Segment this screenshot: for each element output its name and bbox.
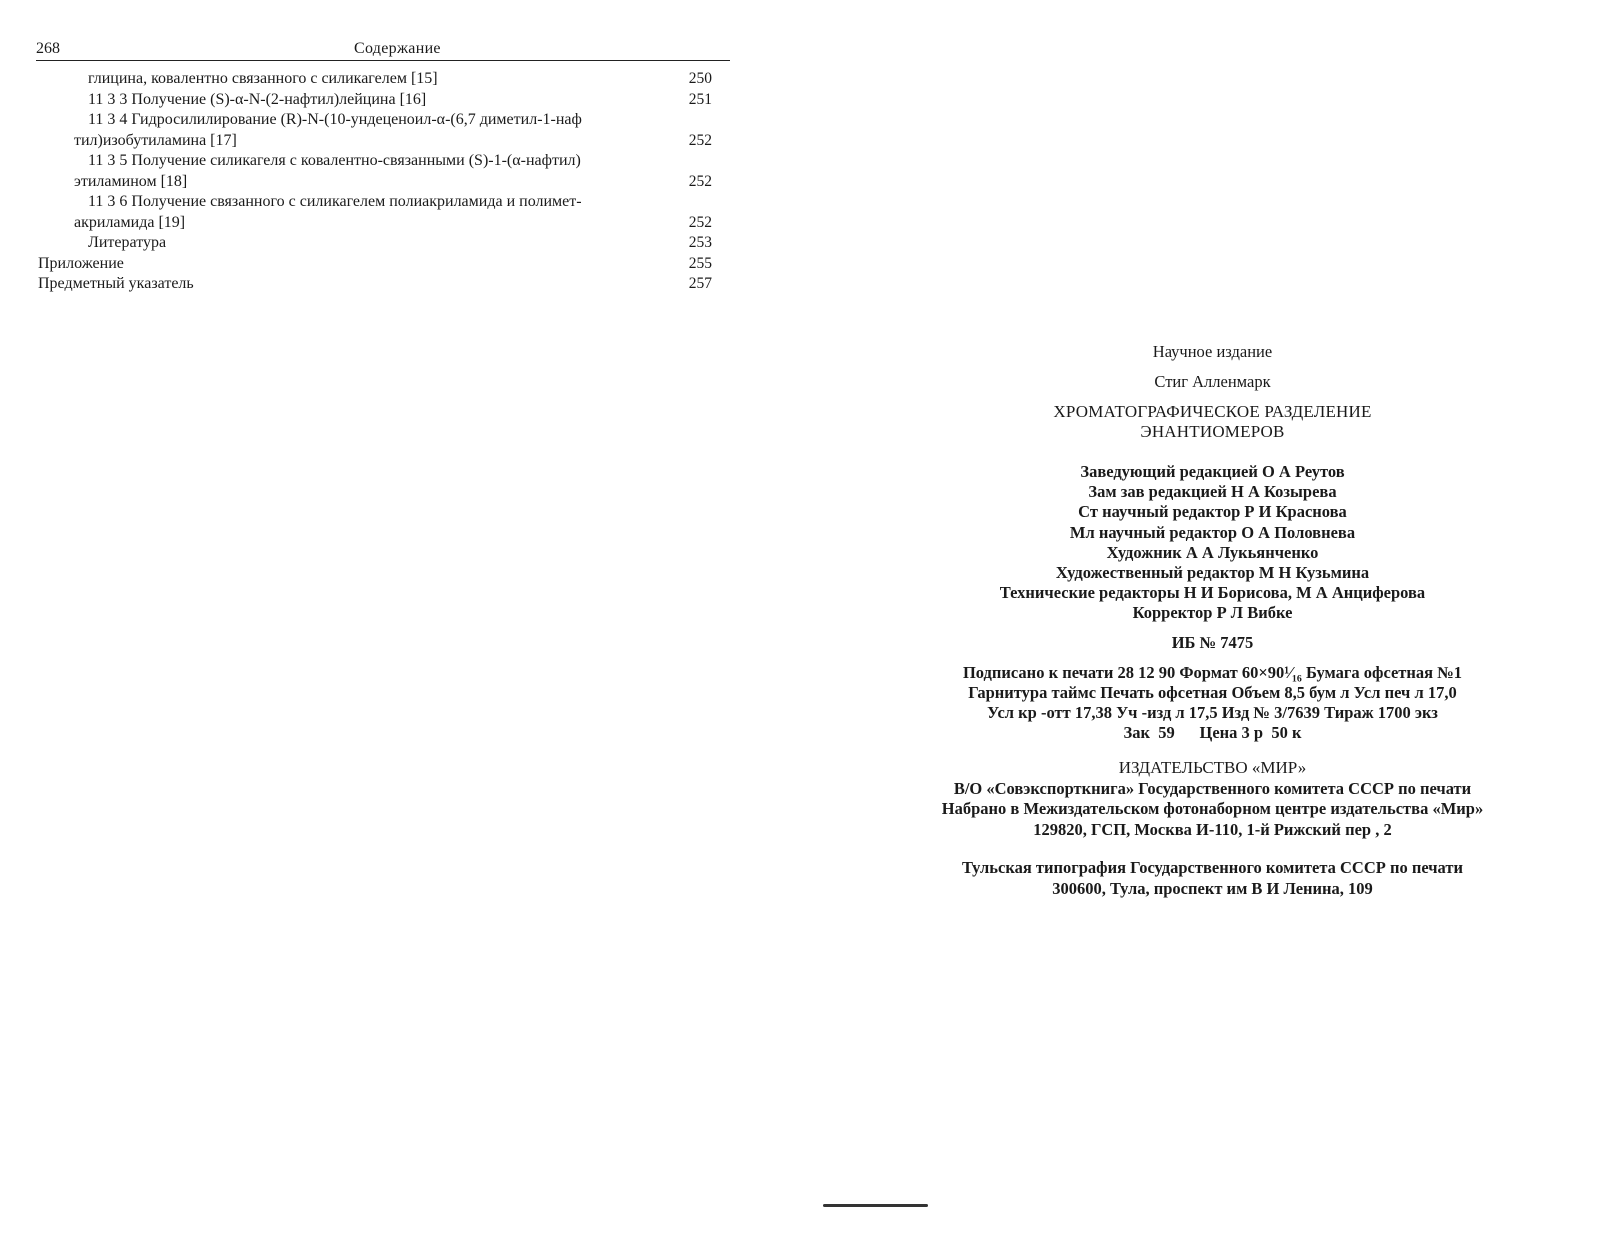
scan-artifact-line [823,1204,928,1207]
staff-line: Мл научный редактор О А Половнева [1069,522,1356,542]
book-title-line: ЭНАНТИОМЕРОВ [1140,422,1285,441]
toc-entry-text: Предметный указатель [38,275,194,292]
staff-line: Корректор Р Л Вибке [1132,603,1293,623]
toc-entry-text: Литература [88,234,167,251]
series-label: Научное издание [1152,342,1273,361]
toc-entry-text: 11 3 4 Гидросилилирование (R)-N-(10-ундеценоил-α-(6,7 диметил-1-наф тил)изобутиламина [17] [74,111,582,149]
toc-entry-text: 11 3 6 Получение связанного с силикагелем полиакриламида и полимет-акриламида [19] [74,193,582,231]
toc-entry [36,69,730,90]
imprint-line: Гарнитура таймс Печать офсетная Объем 8,5 бум л Усл печ л 17,0 [968,682,1457,702]
publisher-line: 129820, ГСП, Москва И-110, 1-й Рижский пер , 2 [1033,819,1392,839]
editorial-staff [905,462,1520,624]
staff-line: Заведующий редакцией О А Реутов [1080,462,1345,481]
page-number: 268 [36,40,60,57]
printer-info [905,858,1520,899]
ib-number: ИБ № 7475 [1171,632,1254,652]
running-head [36,38,730,61]
toc-entry [36,151,730,192]
imprint-line: Подписано к печати 28 12 90 Формат 60×90¹⁄₁₆ Бумага офсетная №1 [962,662,1463,682]
right-page-colophon [905,342,1520,899]
toc-entry [36,254,730,275]
toc-entry-text: Приложение [38,254,124,272]
publisher-name: ИЗДАТЕЛЬСТВО «МИР» [1118,758,1307,778]
printer-line: Тульская типография Государственного комитета СССР по печати [962,858,1463,878]
staff-line: Художественный редактор М Н Кузьмина [1055,563,1370,583]
publisher-line: Набрано в Межиздательском фотонаборном центре издательства «Мир» [941,799,1484,819]
toc-entry-text: 11 3 5 Получение силикагеля с ковалентно-связанными (S)-1-(α-нафтил) этиламином [18] [74,152,581,190]
toc-entry [36,90,730,111]
toc-entry [36,274,730,295]
toc-entry-page: 253 [688,234,712,251]
staff-line: Художник А А Лукьянченко [1106,542,1319,562]
book-title [905,402,1520,442]
author-name: Стиг Алленмарк [1154,372,1271,391]
staff-line: Ст научный редактор Р И Краснова [1078,502,1347,522]
toc-entry-page: 257 [688,275,712,292]
imprint-details [905,663,1520,744]
toc-entry-text: глицина, ковалентно связанного с силикагелем [15] [88,70,438,87]
staff-line: Технические редакторы Н И Борисова, М А Анциферова [999,583,1426,603]
toc-entry-page: 252 [688,172,712,190]
toc-entry-page: 252 [688,131,712,149]
staff-line: Зам зав редакцией Н А Козырева [1088,482,1337,502]
toc-entry-page: 250 [688,70,712,87]
imprint-line: Усл кр -отт 17,38 Уч -изд л 17,5 Изд № 3/7639 Тираж 1700 экз [987,703,1438,723]
printer-line: 300600, Тула, проспект им В И Ленина, 109 [1052,878,1373,898]
toc-entry [36,233,730,254]
publisher-info [905,758,1520,840]
left-page [36,38,730,295]
toc-entry-page: 252 [688,213,712,231]
table-of-contents [36,69,730,295]
toc-entry-page: 255 [688,254,712,272]
running-head-title: Содержание [354,40,441,57]
toc-entry-page: 251 [688,90,712,108]
book-title-line: ХРОМАТОГРАФИЧЕСКОЕ РАЗДЕЛЕНИЕ [1053,402,1372,421]
imprint-line: Зак 59 Цена 3 р 50 к [1123,723,1302,743]
toc-entry-text: 11 3 3 Получение (S)-α-N-(2-нафтил)лейцина [16] [88,90,427,108]
toc-entry [36,110,730,151]
publisher-line: В/О «Совэкспорткнига» Государственного комитета СССР по печати [953,778,1472,798]
toc-entry [36,192,730,233]
